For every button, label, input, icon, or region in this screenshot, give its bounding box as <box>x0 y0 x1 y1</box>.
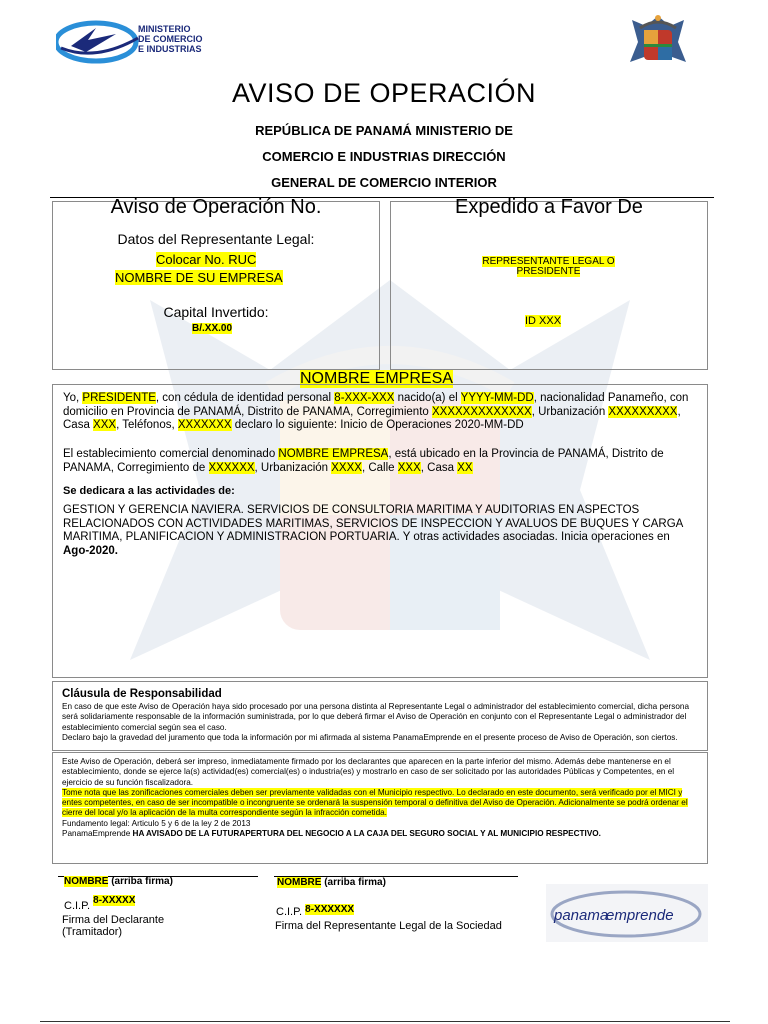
declarant-label: Firma del Declarante (Tramitador) <box>62 914 165 938</box>
declaration-paragraph: Yo, PRESIDENTE, con cédula de identidad personal 8-XXX-XXX nacido(a) el YYYY-MM-DD, nacionalidad Panameño, con domicilio en Provincia de PANAMÁ, Distrito de PANAMA, Corregimiento XXXXXXXXXXXXX, Urbanización XXXXXXXXX, Casa XXX, Teléfonos, XXXXXXX declaro lo siguiente: Inicio de Operaciones 2020-MM-DD <box>63 392 689 431</box>
declarant-cip: C.I.P. 8-XXXXX <box>64 895 136 912</box>
ministerio-logo-text: MINISTERIO DE COMERCIO E INDUSTRIAS <box>138 24 203 54</box>
capital-label: Capital Invertido: <box>163 304 269 320</box>
rep-cip: C.I.P. 8-XXXXXX <box>276 904 355 918</box>
declaration-box <box>52 384 708 678</box>
activities-paragraph: GESTION Y GERENCIA NAVIERA. SERVICIOS DE CONSULTORIA MARITIMA Y AUDITORIAS EN ASPECTOS RELACIONADOS CON ACTIVIDADES MARITIMAS, SERVICIOS DE INSPECCION Y AVALUOS DE BUQUES Y CARGA MARITIMA, PLANIFICACION Y ADMINISTRACION PORTUARIA. Y otras actividades asociadas. Inicia operaciones en Ago-2020. <box>63 504 683 557</box>
clause-title: Cláusula de Responsabilidad <box>62 688 222 700</box>
page-title: AVISO DE OPERACIÓN <box>231 78 537 108</box>
svg-text:panama: panama <box>554 907 609 924</box>
empresa-name-field: NOMBRE DE SU EMPRESA <box>115 270 283 285</box>
ruc-field: Colocar No. RUC <box>156 252 257 267</box>
notice-box <box>52 752 708 864</box>
id-field: ID XXX <box>525 315 562 327</box>
rep-name: NOMBRE (arriba firma) <box>277 877 386 888</box>
empresa-heading: NOMBRE EMPRESA <box>300 370 453 387</box>
panama-emprende-logo <box>546 884 708 942</box>
footer-divider <box>40 1021 730 1022</box>
subtitle-line-1: REPÚBLICA DE PANAMÁ MINISTERIO DE <box>255 123 513 138</box>
declarant-name: NOMBRE (arriba firma) <box>64 876 173 887</box>
activities-label: Se dedicara a las actividades de: <box>63 485 235 497</box>
zoning-warning: Tome nota que las zonificaciones comerciales deben ser previamente validadas con el Municipio respectivo. Lo declarado en este documento, será verificado por el MICI y entes competentes, en caso de ser incompatible o incongruente se ordenará la suspensión temporal o definitiva del Aviso de Operación. Adicionalmente se podrá ordenar el cierre del local y/o la aplicación de la multa correspondiente según la infracción cometida. <box>62 787 688 818</box>
clause-text: En caso de que este Aviso de Operación haya sido procesado por una persona distinta al Representante Legal o administrador del establecimiento comercial, dicha persona será solidariamente responsable de la información suministrada, por lo que deberá firmar el Aviso de Operación en conjunto con el Representante Legal o administrador del establecimiento comercial según sea el caso. Declaro bajo la gravedad del juramento que toda la información por mi afirmada al sistema PanamaEmprende en el presente proceso de Aviso de Operación, son ciertos. <box>62 702 690 742</box>
capital-value: B/.XX.00 <box>192 323 233 334</box>
ministerio-logo <box>56 18 236 68</box>
aviso-number-title: Aviso de Operación No. <box>110 196 322 218</box>
subtitle-line-3: GENERAL DE COMERCIO INTERIOR <box>271 175 497 190</box>
establishment-paragraph: El establecimiento comercial denominado NOMBRE EMPRESA, está ubicado en la Provincia de PANAMÁ, Distrito de PANAMA, Corregimiento de XXXXXX, Urbanización XXXX, Calle XXX, Casa XX <box>63 448 664 474</box>
notice-text: Este Aviso de Operación, deberá ser impreso, inmediatamente firmado por los declarantes que aparecen en la parte inferior del mismo. Además debe mantenerse en el establecimiento, donde se ejerce la(s) actividad(es) comercial(es) o industria(es) y mostrarlo en caso de ser solicitado por las autoridades Públicas y Competentes, en el ejercicio de su función fiscalizadora. Tome nota que las zonificaciones comerciales deben ser previamente validadas con el Municipio respectivo. Lo declarado en este documento, será verificado por el MICI y entes competentes, en caso de ser incompatible o incongruente se ordenará la suspensión temporal o definitiva del Aviso de Operación. Adicionalmente se podrá ordenar el cierre del local y/o la aplicación de la multa correspondiente según la infracción cometida. Fundamento legal: Articulo 5 y 6 de la ley 2 de 2013 PanamaEmprende HA AVISADO DE LA FUTURAPERTURA DEL NEGOCIO A LA CAJA DEL SEGURO SOCIAL Y AL MUNICIPIO RESPECTIVO. <box>62 757 688 839</box>
coat-of-arms-icon <box>626 12 690 76</box>
clause-box <box>52 681 708 751</box>
svg-text:emprende: emprende <box>606 907 674 924</box>
subtitle-line-2: COMERCIO E INDUSTRIAS DIRECCIÓN <box>262 149 506 164</box>
expedido-box <box>390 196 708 370</box>
rep-legal-label: Datos del Representante Legal: <box>117 231 315 247</box>
aviso-number-box <box>52 196 380 370</box>
rep-legal-field: REPRESENTANTE LEGAL O PRESIDENTE <box>482 256 615 277</box>
rep-label: Firma del Representante Legal de la Sociedad <box>275 920 502 932</box>
expedido-title: Expedido a Favor De <box>455 196 643 218</box>
